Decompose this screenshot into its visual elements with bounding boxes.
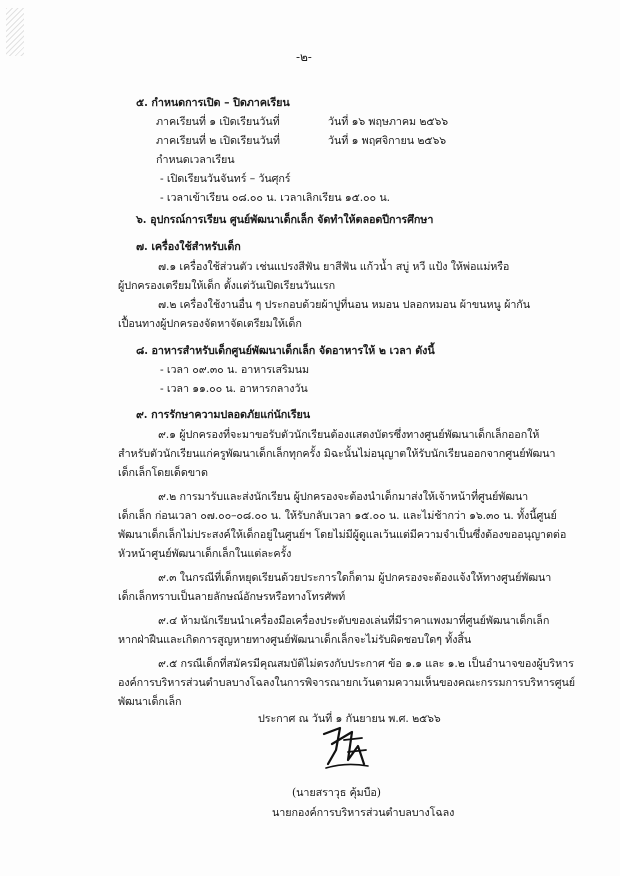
section9-item3-line2: เด็กเล็กทราบเป็นลายลักษณ์อักษรหรือทางโทรศัพท์ xyxy=(118,590,346,603)
section9-item2-line2: เด็กเล็ก ก่อนเวลา ๐๗.๐๐–๐๘.๐๐ น. ให้รับกลับเวลา ๑๕.๐๐ น. และไม่ช้ากว่า ๑๖.๓๐ น. ทั้งนี้ศูนย์ xyxy=(118,509,557,522)
section9-item1-line3: เด็กเล็กโดยเด็ดขาด xyxy=(118,466,208,479)
section9-item2-line3: พัฒนาเด็กเล็กไม่ประสงค์ให้เด็กอยู่ในศูนย์ฯ โดยไม่มีผู้ดูแลเว้นแต่มีความจำเป็นซึ่งต้องขออนุญาตต่อ xyxy=(118,528,567,541)
schedule-time: - เวลาเข้าเรียน ๐๘.๐๐ น. เวลาเลิกเรียน ๑๕.๐๐ น. xyxy=(160,191,390,204)
section7-heading: ๗. เครื่องใช้สำหรับเด็ก xyxy=(136,240,241,253)
section9-item3-line1: ๙.๓ ในกรณีที่เด็กหยุดเรียนด้วยประการใดก็ตาม ผู้ปกครองจะต้องแจ้งให้ทางศูนย์พัฒนา xyxy=(158,571,552,584)
section7-item1-line1: ๗.๑ เครื่องใช้ส่วนตัว เช่นแปรงสีฟัน ยาสีฟัน แก้วน้ำ สบู่ หวี แป้ง ให้พ่อแม่หรือ xyxy=(158,260,510,273)
section9-heading: ๙. การรักษาความปลอดภัยแก่นักเรียน xyxy=(136,408,311,421)
section7-item1-line2: ผู้ปกครองเตรียมให้เด็ก ตั้งแต่วันเปิดเรียนวันแรก xyxy=(118,279,336,292)
section9-item5-line1: ๙.๕ กรณีเด็กที่สมัครมีคุณสมบัติไม่ตรงกับประกาศ ข้อ ๑.๑ และ ๑.๒ เป็นอำนาจของผู้บริหาร xyxy=(158,657,574,670)
section9-item4-line1: ๙.๔ ห้ามนักเรียนนำเครื่องมือเครื่องประดับของเล่นที่มีราคาแพงมาที่ศูนย์พัฒนาเด็กเล็ก xyxy=(158,614,550,627)
meal-1: - เวลา ๐๙.๓๐ น. อาหารเสริมนม xyxy=(160,363,310,376)
term2-label: ภาคเรียนที่ ๒ เปิดเรียนวันที่ xyxy=(156,134,280,147)
term1-label: ภาคเรียนที่ ๑ เปิดเรียนวันที่ xyxy=(156,115,280,128)
meal-2: - เวลา ๑๑.๐๐ น. อาหารกลางวัน xyxy=(160,382,308,395)
section9-item5-line2: องค์การบริหารส่วนตำบลบางโฉลงในการพิจารณายกเว้นตามความเห็นของคณะกรรมการบริหารศูนย์ xyxy=(118,676,576,689)
page-number: -๒- xyxy=(296,50,312,64)
term1-date: วันที่ ๑๖ พฤษภาคม ๒๕๖๖ xyxy=(328,115,448,128)
section6-heading: ๖. อุปกรณ์การเรียน ศูนย์พัฒนาเด็กเล็ก จัดทำให้ตลอดปีการศึกษา xyxy=(136,213,434,226)
section9-item2-line1: ๙.๒ การมารับและส่งนักเรียน ผู้ปกครองจะต้องนำเด็กมาส่งให้เจ้าหน้าที่ศูนย์พัฒนา xyxy=(158,490,529,503)
signer-title: นายกองค์การบริหารส่วนตำบลบางโฉลง xyxy=(272,806,455,819)
section5-heading: ๕. กำหนดการเปิด – ปิดภาคเรียน xyxy=(136,96,290,109)
section9-item1-line1: ๙.๑ ผู้ปกครองที่จะมาขอรับตัวนักเรียนต้องแสดงบัตรซึ่งทางศูนย์พัฒนาเด็กเล็กออกให้ xyxy=(158,428,540,441)
section7-item2-line2: เปื้อนทางผู้ปกครองจัดหาจัดเตรียมให้เด็ก xyxy=(118,317,302,330)
scan-edge-mark xyxy=(6,8,24,56)
section9-item4-line2: หากฝ่าฝืนและเกิดการสูญหายทางศูนย์พัฒนาเด็กเล็กจะไม่รับผิดชอบใดๆ ทั้งสิ้น xyxy=(118,633,472,646)
section9-item5-line3: พัฒนาเด็กเล็ก xyxy=(118,695,182,708)
handwritten-signature xyxy=(318,720,374,772)
schedule-days: - เปิดเรียนวันจันทร์ – วันศุกร์ xyxy=(160,172,291,185)
signer-name: (นายสราวุธ คุ้มบือ) xyxy=(292,786,381,799)
announcement-date: ประกาศ ณ วันที่ ๑ กันยายน พ.ศ. ๒๕๖๖ xyxy=(258,712,441,725)
section7-item2-line1: ๗.๒ เครื่องใช้งานอื่น ๆ ประกอบด้วยผ้าปูที่นอน หมอน ปลอกหมอน ผ้าขนหนู ผ้ากัน xyxy=(158,298,531,311)
section8-heading: ๘. อาหารสำหรับเด็กศูนย์พัฒนาเด็กเล็ก จัดอาหารให้ ๒ เวลา ดังนี้ xyxy=(136,344,435,357)
section9-item2-line4: หัวหน้าศูนย์พัฒนาเด็กเล็กในแต่ละครั้ง xyxy=(118,547,292,560)
schedule-label: กำหนดเวลาเรียน xyxy=(156,153,235,166)
term2-date: วันที่ ๑ พฤศจิกายน ๒๕๖๖ xyxy=(328,134,446,147)
section9-item1-line2: สำหรับตัวนักเรียนแก่ครูพัฒนาเด็กเล็กทุกครั้ง มิฉะนั้นไม่อนุญาตให้รับนักเรียนออกจากศูนย์พัฒนา xyxy=(118,447,556,460)
